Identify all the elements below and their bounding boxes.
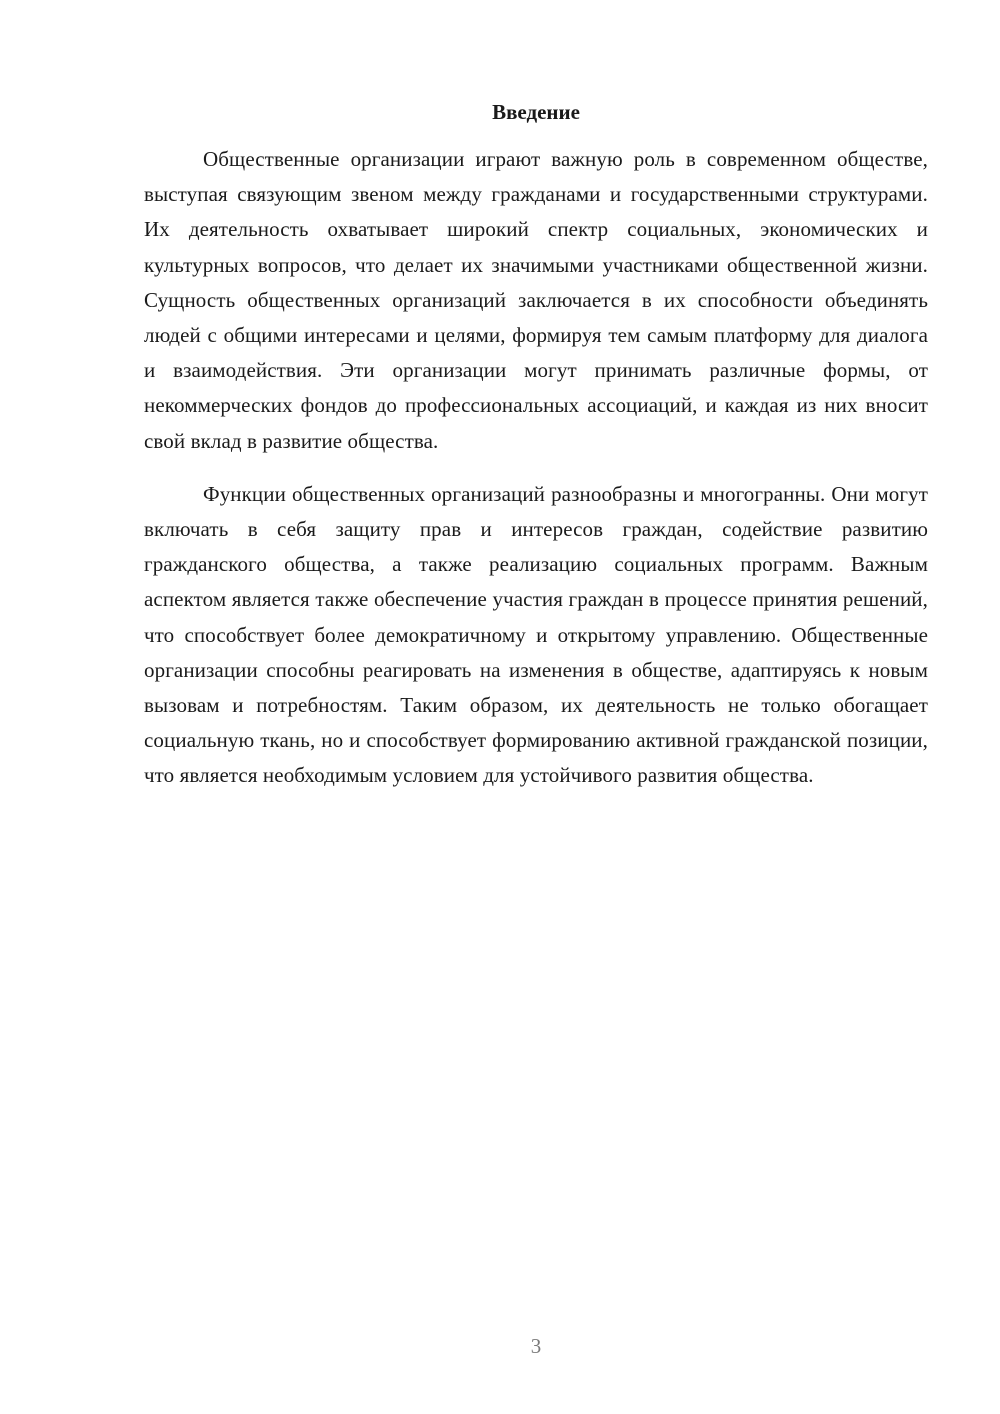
paragraph-2: Функции общественных организаций разнообразны и многогранны. Они могут включать в себя защиту прав и интересов граждан, содействие развитию гражданского общества, а также реализацию социальных программ. Важным аспектом является также обеспечение участия граждан в процессе принятия решений, что способствует более демократичному и открытому управлению. Общественные организации способны реагировать на изменения в обществе, адаптируясь к новым вызовам и потребностям. Таким образом, их деятельность не только обогащает социальную ткань, но и способствует формированию активной гражданской позиции, что является необходимым условием для устойчивого развития общества. <box>144 481 928 788</box>
paragraph-1: Общественные организации играют важную роль в современном обществе, выступая связующим звеном между гражданами и государственными структурами. Их деятельность охватывает широкий спектр социальных, экономических и культурных вопросов, что делает их значимыми участниками общественной жизни. Сущность общественных организаций заключается в их способности объединять людей с общими интересами и целями, формируя тем самым платформу для диалога и взаимодействия. Эти организации могут принимать различные формы, от некоммерческих фондов до профессиональных ассоциаций, и каждая из них вносит свой вклад в развитие общества. <box>144 147 928 453</box>
document-body <box>144 142 928 812</box>
page-number: 3 <box>530 1334 542 1358</box>
section-title: Введение <box>492 100 580 124</box>
